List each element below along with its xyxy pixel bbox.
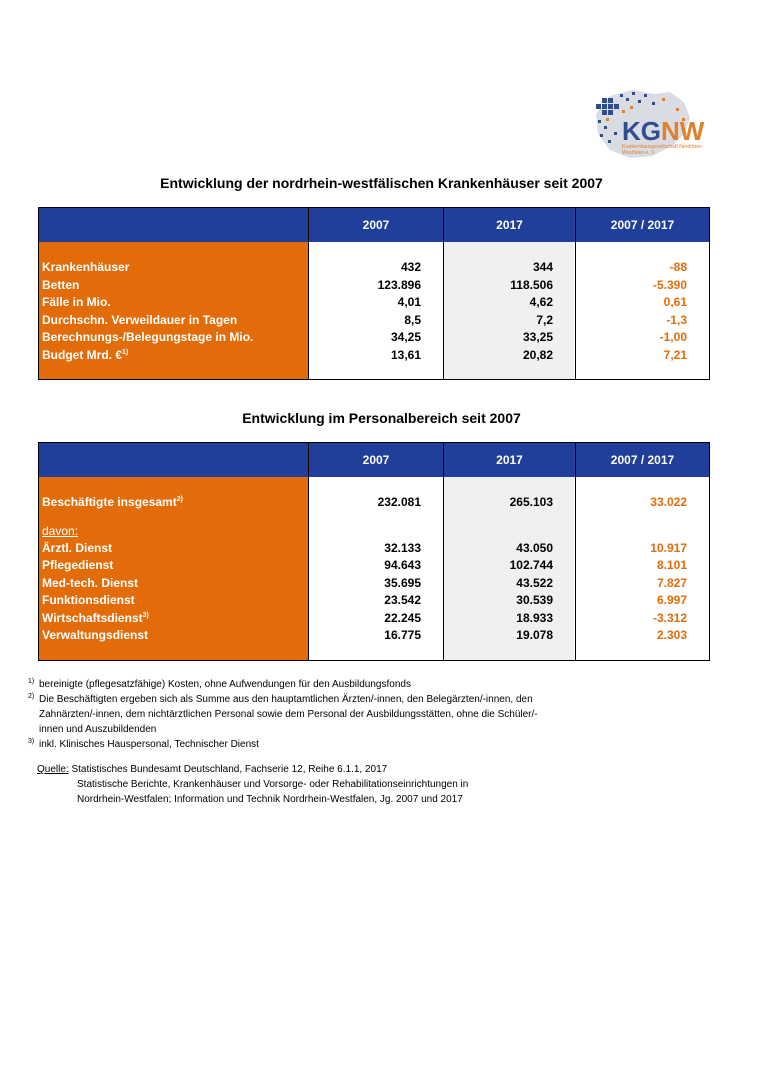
value-2017: 30.539: [516, 593, 553, 608]
header-2007: 2007: [362, 218, 390, 232]
row-label: Pflegedienst: [42, 558, 114, 573]
source-line: Statistische Berichte, Krankenhäuser und Vorsorge- oder Rehabilitationseinrichtungen in: [77, 779, 469, 790]
footnote-text: bereinigte (pflegesatzfähige) Kosten, ohne Aufwendungen für den Ausbildungsfonds: [39, 679, 411, 690]
value-diff: 7,21: [663, 347, 687, 362]
footnote-text: innen und Auszubildenden: [39, 724, 157, 735]
value-diff: 33.022: [650, 495, 687, 509]
table1-title: Entwicklung der nordrhein-westfälischen Krankenhäuser seit 2007: [160, 175, 603, 191]
value-2017: 20,82: [522, 347, 553, 362]
footnote-text: Die Beschäftigten ergeben sich als Summe aus den hauptamtlichen Ärzten/-innen, den Belegärzten/-innen, den: [39, 694, 533, 705]
value-2017: 19.078: [516, 628, 553, 642]
table-row: [39, 294, 709, 311]
davon-label: davon:: [42, 524, 79, 538]
header-2017: 2017: [496, 218, 523, 232]
row-label: Krankenhäuser: [42, 260, 130, 274]
row-label: Berechnungs-/Belegungstage in Mio.: [42, 330, 254, 344]
row-label: Funktionsdienst: [42, 593, 135, 608]
value-2007: 35.695: [384, 575, 421, 590]
value-diff: 10.917: [650, 541, 687, 555]
footnote-ref: 1): [122, 348, 129, 356]
value-2007: 123.896: [377, 277, 421, 292]
row-label: Betten: [42, 277, 80, 292]
value-diff: -1,00: [659, 330, 687, 344]
table-row: [39, 277, 709, 294]
kgnw-logo: [592, 88, 710, 162]
value-2007: 23.542: [384, 593, 421, 608]
footnote-number: 2): [28, 693, 35, 700]
value-2007: 232.081: [377, 495, 421, 509]
value-diff: 7.827: [656, 575, 687, 590]
value-2017: 7,2: [536, 312, 553, 327]
footnote-ref: 3): [142, 611, 149, 619]
table-header: [39, 208, 709, 242]
logo-wordmark: KGNW: [622, 116, 705, 146]
table-row: [39, 329, 709, 346]
header-diff: 2007 / 2017: [610, 218, 675, 232]
row-label: Med-tech. Dienst: [42, 575, 139, 590]
value-2017: 33,25: [522, 330, 553, 344]
total-row: [39, 494, 709, 511]
footnote-text: Zahnärzten/-innen, dem nichtärztlichen Personal sowie dem Personal der Ausbildungsstätten, ohne die Schüler/-: [39, 709, 538, 720]
value-2017: 102.744: [509, 558, 553, 573]
table-row: [39, 312, 709, 329]
header-2017: 2017: [496, 453, 523, 467]
value-2017: 43.522: [516, 575, 553, 590]
table-header: [39, 443, 709, 477]
footnote-ref: 2): [176, 496, 183, 503]
header-2007: 2007: [362, 453, 390, 467]
header-diff: 2007 / 2017: [610, 453, 675, 467]
row-label: Fälle in Mio.: [42, 295, 111, 309]
value-diff: -88: [669, 260, 687, 274]
table-row: [39, 259, 709, 276]
row-label: Budget Mrd. €$^{1)}$: [42, 347, 129, 362]
value-2017: 43.050: [516, 541, 553, 555]
row-label: Verwaltungsdienst: [42, 628, 149, 642]
source-label: Quelle:: [37, 764, 69, 775]
value-2017: 4,62: [529, 295, 553, 309]
row-label: Wirtschaftsdienst$^{3)}$: [42, 610, 149, 625]
value-diff: 2.303: [656, 628, 687, 642]
value-2017: 344: [532, 260, 553, 274]
value-2017: 18.933: [516, 610, 553, 625]
table2-title: Entwicklung im Personalbereich seit 2007: [242, 410, 521, 426]
value-2017: 118.506: [510, 277, 553, 292]
value-2007: 13,61: [390, 347, 421, 362]
footnote-number: 3): [28, 738, 35, 745]
source-block: [37, 762, 468, 807]
value-diff: -5.390: [652, 277, 687, 292]
value-diff: 0,61: [663, 295, 687, 309]
table-row: [39, 627, 709, 644]
value-2007: 4,01: [397, 295, 421, 309]
row-label: Durchschn. Verweildauer in Tagen: [42, 312, 238, 327]
table-row: [39, 540, 709, 557]
value-2007: 22.245: [384, 610, 421, 625]
value-diff: 8.101: [656, 558, 687, 573]
value-2007: 34,25: [390, 330, 421, 344]
personnel-table: [38, 442, 710, 661]
table-row: [39, 347, 709, 364]
value-2007: 32.133: [384, 541, 421, 555]
table-row: [39, 557, 709, 574]
source-line: Statistisches Bundesamt Deutschland, Fachserie 12, Reihe 6.1.1, 2017: [71, 764, 388, 775]
value-diff: -1,3: [666, 312, 687, 327]
value-diff: -3.312: [652, 610, 687, 625]
footnote-text: inkl. Klinisches Hauspersonal, Technischer Dienst: [39, 739, 259, 750]
row-label: Ärztl. Dienst: [42, 541, 113, 555]
value-2007: 8,5: [404, 312, 421, 327]
value-2007: 94.643: [384, 558, 421, 573]
footnote-number: 1): [28, 678, 35, 685]
hospital-table: [38, 207, 710, 380]
value-2017: 265.103: [509, 495, 553, 509]
logo-tagline: Krankenhausgesellschaft Nordrhein-Westfalen e. V.: [622, 144, 703, 156]
source-line: Nordrhein-Westfalen; Information und Technik Nordrhein-Westfalen, Jg. 2007 und 2017: [77, 794, 463, 805]
table-row: [39, 610, 709, 627]
table-row: [39, 575, 709, 592]
table-row: [39, 592, 709, 609]
row-label: Beschäftigte insgesamt$^{2)}$: [42, 495, 183, 509]
value-diff: 6.997: [656, 593, 687, 608]
value-2007: 432: [400, 260, 421, 274]
value-2007: 16.775: [384, 628, 421, 642]
